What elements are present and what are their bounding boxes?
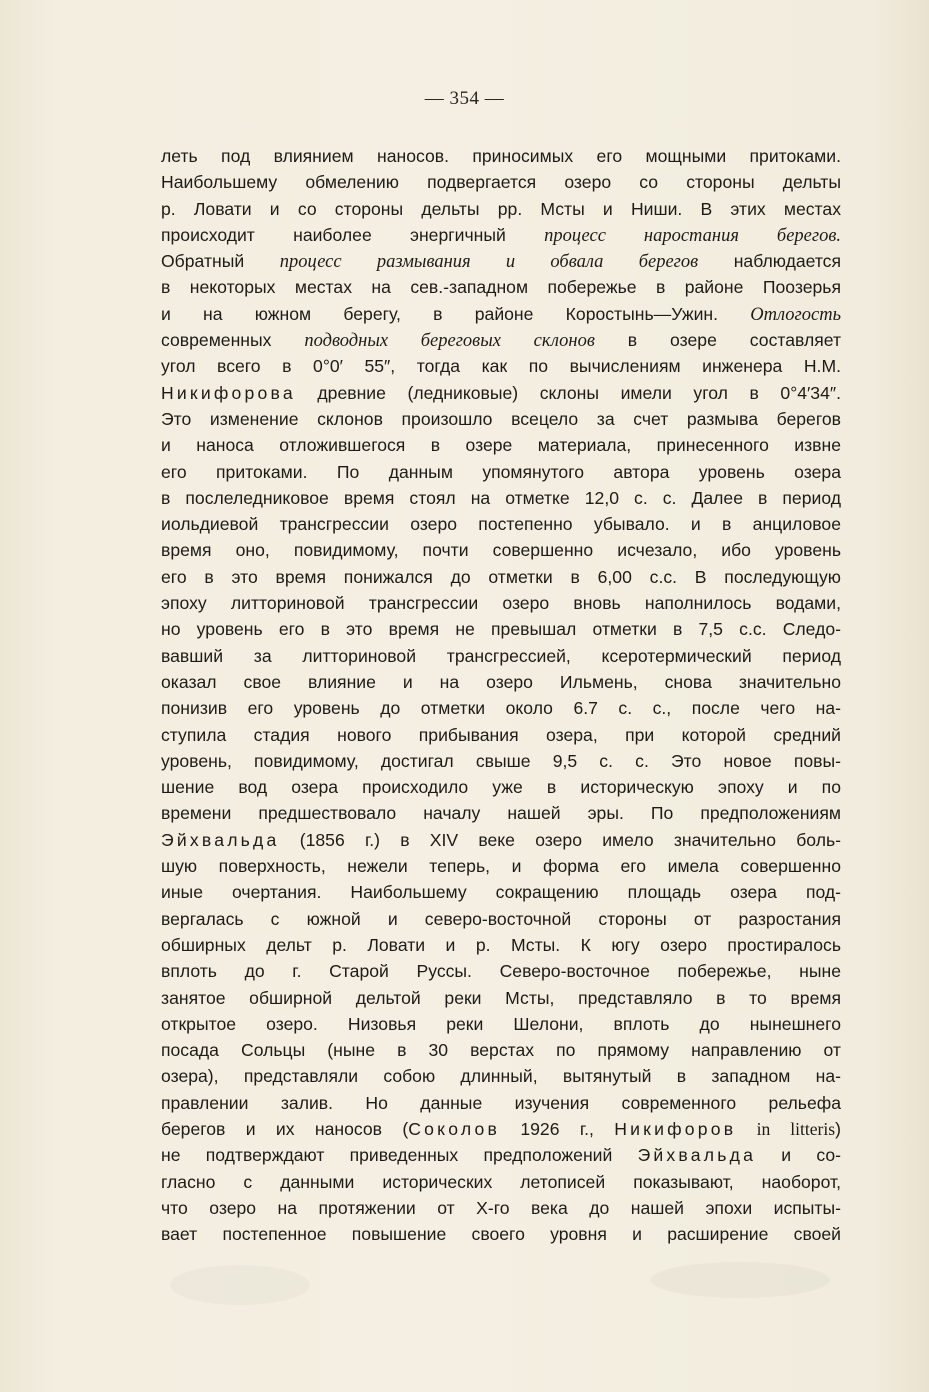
text-line — [161, 1116, 841, 1142]
text-line — [161, 958, 841, 984]
spaced-name: Эйхвальда — [637, 1145, 757, 1166]
text-segment: наблюдается — [698, 251, 842, 272]
text-segment: но уровень его в это время не превышал отметки в 7,5 с.с. Следо- — [161, 619, 841, 640]
page-stain — [170, 1265, 310, 1305]
text-segment: берегов и их наносов ( — [161, 1118, 409, 1139]
text-segment: in litteris — [756, 1118, 836, 1139]
text-line — [161, 327, 841, 353]
text-segment: его в это время понижался до отметки в 6,00 с.с. В последующую — [161, 566, 841, 587]
text-segment: угол всего в 0°0′ 55″, тогда как по вычислениям инженера Н.М. — [161, 356, 841, 377]
text-line — [161, 1195, 841, 1221]
text-segment: оказал свое влияние и на озеро Ильмень, снова значительно — [161, 671, 841, 692]
text-line — [161, 590, 841, 616]
text-line — [161, 932, 841, 958]
text-segment: современных — [161, 330, 305, 351]
spaced-name: Никифоров — [614, 1118, 737, 1139]
text-segment: в некоторых местах на сев.-западном побережье в районе Поозерья — [161, 277, 841, 298]
text-line — [161, 695, 841, 721]
text-segment: Наибольшему обмелению подвергается озеро со стороны дельты — [161, 172, 841, 193]
text-segment: посада Сольцы (ныне в 30 верстах по прямому направлению от — [161, 1040, 841, 1061]
text-segment: (1856 г.) в XIV веке озеро имело значительно боль- — [279, 829, 841, 850]
text-line — [161, 1090, 841, 1116]
text-line — [161, 827, 841, 853]
text-segment: гласно с данными исторических летописей показывают, наоборот, — [161, 1171, 841, 1192]
italic-phrase: Отлогость — [750, 304, 841, 325]
text-segment: шую поверхность, нежели теперь, и форма его имела совершенно — [161, 856, 841, 877]
text-line — [161, 1037, 841, 1063]
text-segment: понизив его уровень до отметки около 6.7 с. с., после чего на- — [161, 698, 841, 719]
text-line — [161, 196, 841, 222]
text-segment: озера), представляли собою длинный, вытянутый в западном на- — [161, 1066, 841, 1087]
text-line — [161, 353, 841, 379]
text-segment: обширных дельт р. Ловати и р. Мсты. К югу озеро простиралось — [161, 934, 841, 955]
text-segment: иольдиевой трансгрессии озеро постепенно убывало. и в анциловое — [161, 514, 841, 535]
text-segment: и со- — [756, 1145, 841, 1166]
text-line — [161, 143, 841, 169]
text-line — [161, 906, 841, 932]
italic-phrase: подводных береговых склонов — [304, 331, 595, 352]
text-line — [161, 1221, 841, 1247]
page-stain — [650, 1262, 830, 1298]
text-line — [161, 1142, 841, 1168]
text-line — [161, 774, 841, 800]
text-segment: уровень, повидимому, достигал свыше 9,5 с. с. Это новое повы- — [161, 750, 841, 771]
text-segment: иные очертания. Наибольшему сокращению площадь озера под- — [161, 882, 841, 903]
text-line — [161, 248, 841, 274]
page-number: — 354 — — [424, 88, 505, 109]
text-line — [161, 669, 841, 695]
text-line — [161, 564, 841, 590]
text-segment: что озеро на протяжении от X-го века до нашей эпохи испыты- — [161, 1197, 841, 1218]
text-line — [161, 511, 841, 537]
text-line — [161, 643, 841, 669]
text-line — [161, 169, 841, 195]
text-segment: Это изменение склонов произошло всецело за счет размыва берегов — [161, 408, 841, 429]
text-segment: времени предшествовало началу нашей эры. По предположениям — [161, 803, 841, 824]
spaced-name: Никифорова — [161, 382, 296, 403]
text-line — [161, 800, 841, 826]
body-text — [161, 143, 841, 1247]
text-segment: 1926 г., — [500, 1118, 615, 1139]
text-segment: и наноса отложившегося в озере материала, принесенного извне — [161, 435, 841, 456]
text-line — [161, 616, 841, 642]
text-line — [161, 432, 841, 458]
italic-phrase: процесс наростания берегов. — [544, 225, 841, 246]
text-segment: его притоками. По данным упомянутого автора уровень озера — [161, 461, 841, 482]
text-segment: ступила стадия нового прибывания озера, при которой средний — [161, 724, 841, 745]
text-segment: леть под влиянием наносов. приносимых его мощными притоками. — [161, 146, 841, 166]
text-line — [161, 985, 841, 1011]
text-segment: р. Ловати и со стороны дельты рр. Мсты и Ниши. В этих местах — [161, 198, 841, 219]
text-line — [161, 222, 841, 248]
text-segment: в послеледниковое время стоял на отметке 12,0 с. с. Далее в период — [161, 487, 841, 508]
text-segment: открытое озеро. Низовья реки Шелони, вплоть до нынешнего — [161, 1013, 841, 1034]
text-line — [161, 380, 841, 406]
spaced-name: Эйхвальда — [161, 829, 280, 850]
italic-phrase: процесс размывания и обвала берегов — [279, 252, 699, 273]
text-line — [161, 1169, 841, 1195]
text-segment: вплоть до г. Старой Руссы. Северо-восточное побережье, ныне — [161, 961, 841, 982]
text-line — [161, 853, 841, 879]
text-segment: и на южном берегу, в районе Коростынь—Ужин. — [161, 303, 751, 324]
text-segment — [736, 1119, 756, 1139]
text-segment: древние (ледниковые) склоны имели угол в 0°4′34″. — [295, 382, 841, 403]
text-segment: шение вод озера происходило уже в историческую эпоху и по — [161, 777, 841, 798]
text-segment: происходит наиболее энергичный — [161, 224, 545, 245]
text-line — [161, 485, 841, 511]
text-line — [161, 406, 841, 432]
text-line — [161, 748, 841, 774]
text-line — [161, 879, 841, 905]
text-segment: вавший за литториновой трансгрессией, ксеротермический период — [161, 645, 841, 666]
text-line — [161, 459, 841, 485]
text-line — [161, 274, 841, 300]
spaced-name: Соколов — [408, 1118, 501, 1139]
text-segment: правлении залив. Но данные изучения современного рельефа — [161, 1092, 841, 1113]
text-line — [161, 1011, 841, 1037]
text-segment: в озере составляет — [594, 330, 842, 351]
text-segment: время оно, повидимому, почти совершенно исчезало, ибо уровень — [161, 540, 841, 561]
text-line — [161, 537, 841, 563]
text-line — [161, 301, 841, 327]
text-line — [161, 722, 841, 748]
text-segment: занятое обширной дельтой реки Мсты, представляло в то время — [161, 987, 841, 1008]
text-segment: ) — [835, 1118, 842, 1139]
text-segment: вает постепенное повышение своего уровня и расширение своей — [161, 1224, 841, 1245]
text-line — [161, 1063, 841, 1089]
text-segment: вергалась с южной и северо-восточной стороны от разростания — [161, 908, 841, 929]
text-segment: не подтверждают приведенных предположений — [161, 1145, 638, 1166]
text-segment: Обратный — [161, 251, 280, 272]
text-segment: эпоху литториновой трансгрессии озеро вновь наполнилось водами, — [161, 593, 841, 614]
